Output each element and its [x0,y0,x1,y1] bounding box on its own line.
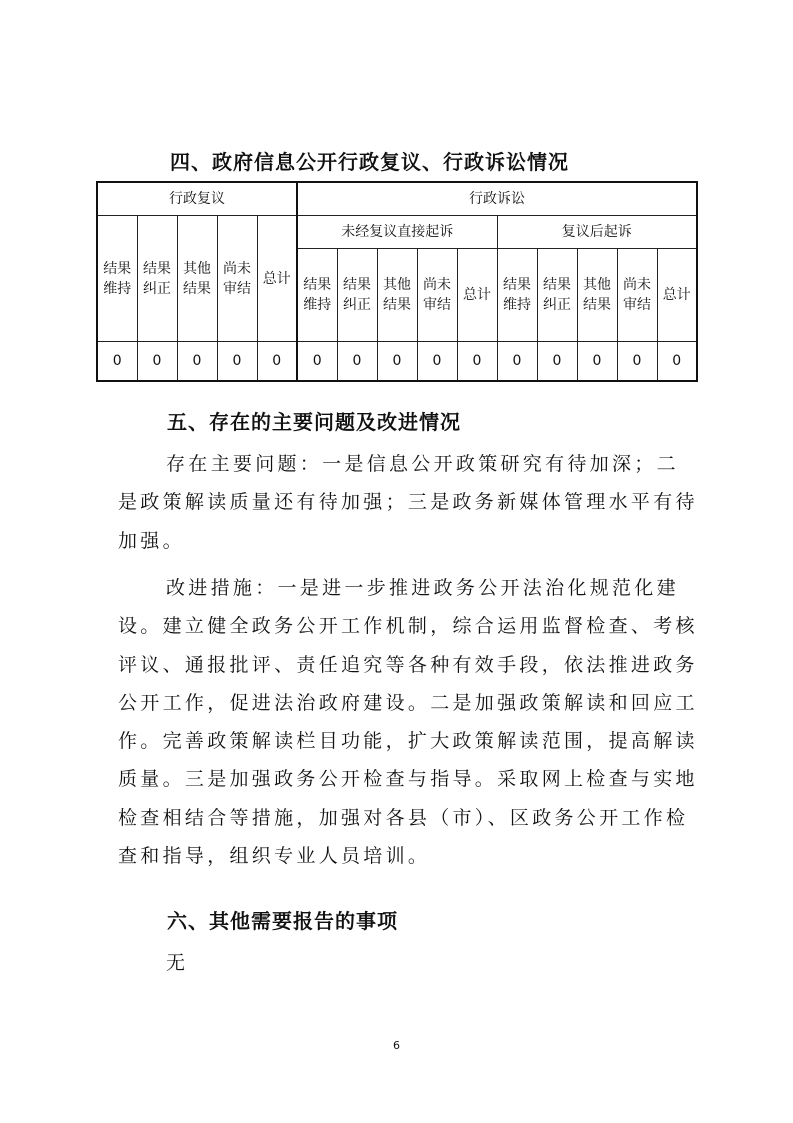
value-cell: 0 [377,342,417,382]
after-other-header: 其他结果 [577,249,617,342]
review-litigation-table [96,181,698,382]
direct-other-header: 其他结果 [377,249,417,342]
value-cell: 0 [457,342,497,382]
measures-paragraph [118,569,698,875]
direct-pending-header: 尚未审结 [417,249,457,342]
section-4-heading: 四、政府信息公开行政复议、行政诉讼情况 [170,150,569,174]
value-cell: 0 [497,342,537,382]
value-cell: 0 [617,342,657,382]
problems-paragraph [118,445,698,560]
section-6-heading: 六、其他需要报告的事项 [167,909,398,933]
review-other-header: 其他结果 [177,216,217,342]
review-total-header: 总计 [257,216,297,342]
after-total-header: 总计 [657,249,697,342]
other-matters-paragraph [118,944,698,982]
after-corrected-header: 结果纠正 [537,249,577,342]
admin-review-header: 行政复议 [97,182,297,216]
value-cell: 0 [417,342,457,382]
value-cell: 0 [177,342,217,382]
problems-text: 存在主要问题：一是信息公开政策研究有待加深；二是政策解读质量还有待加强；三是政务新媒体管理水平有待加强。 [118,453,698,552]
value-cell: 0 [97,342,137,382]
admin-litigation-header: 行政诉讼 [297,182,697,216]
after-review-suit-header: 复议后起诉 [497,216,697,249]
direct-total-header: 总计 [457,249,497,342]
review-pending-header: 尚未审结 [217,216,257,342]
value-cell: 0 [337,342,377,382]
page-number: 6 [393,1039,400,1052]
direct-corrected-header: 结果纠正 [337,249,377,342]
value-cell: 0 [657,342,697,382]
direct-maintained-header: 结果维持 [297,249,337,342]
value-cell: 0 [577,342,617,382]
other-matters-text: 无 [166,952,189,974]
after-pending-header: 尚未审结 [617,249,657,342]
measures-text: 改进措施：一是进一步推进政务公开法治化规范化建设。建立健全政务公开工作机制，综合运用监督检查、考核评议、通报批评、责任追究等各种有效手段，依法推进政务公开工作，促进法治政府建设。二是加强政策解读和回应工作。完善政策解读栏目功能，扩大政策解读范围，提高解读质量。三是加强政务公开检查与指导。采取网上检查与实地检查相结合等措施，加强对各县（市）、区政务公开工作检查和指导，组织专业人员培训。 [118,577,698,868]
value-cell: 0 [217,342,257,382]
section-5-heading: 五、存在的主要问题及改进情况 [167,410,461,434]
value-cell: 0 [537,342,577,382]
review-maintained-header: 结果维持 [97,216,137,342]
after-maintained-header: 结果维持 [497,249,537,342]
value-cell: 0 [257,342,297,382]
value-cell: 0 [137,342,177,382]
direct-suit-header: 未经复议直接起诉 [297,216,497,249]
review-corrected-header: 结果纠正 [137,216,177,342]
value-cell: 0 [297,342,337,382]
